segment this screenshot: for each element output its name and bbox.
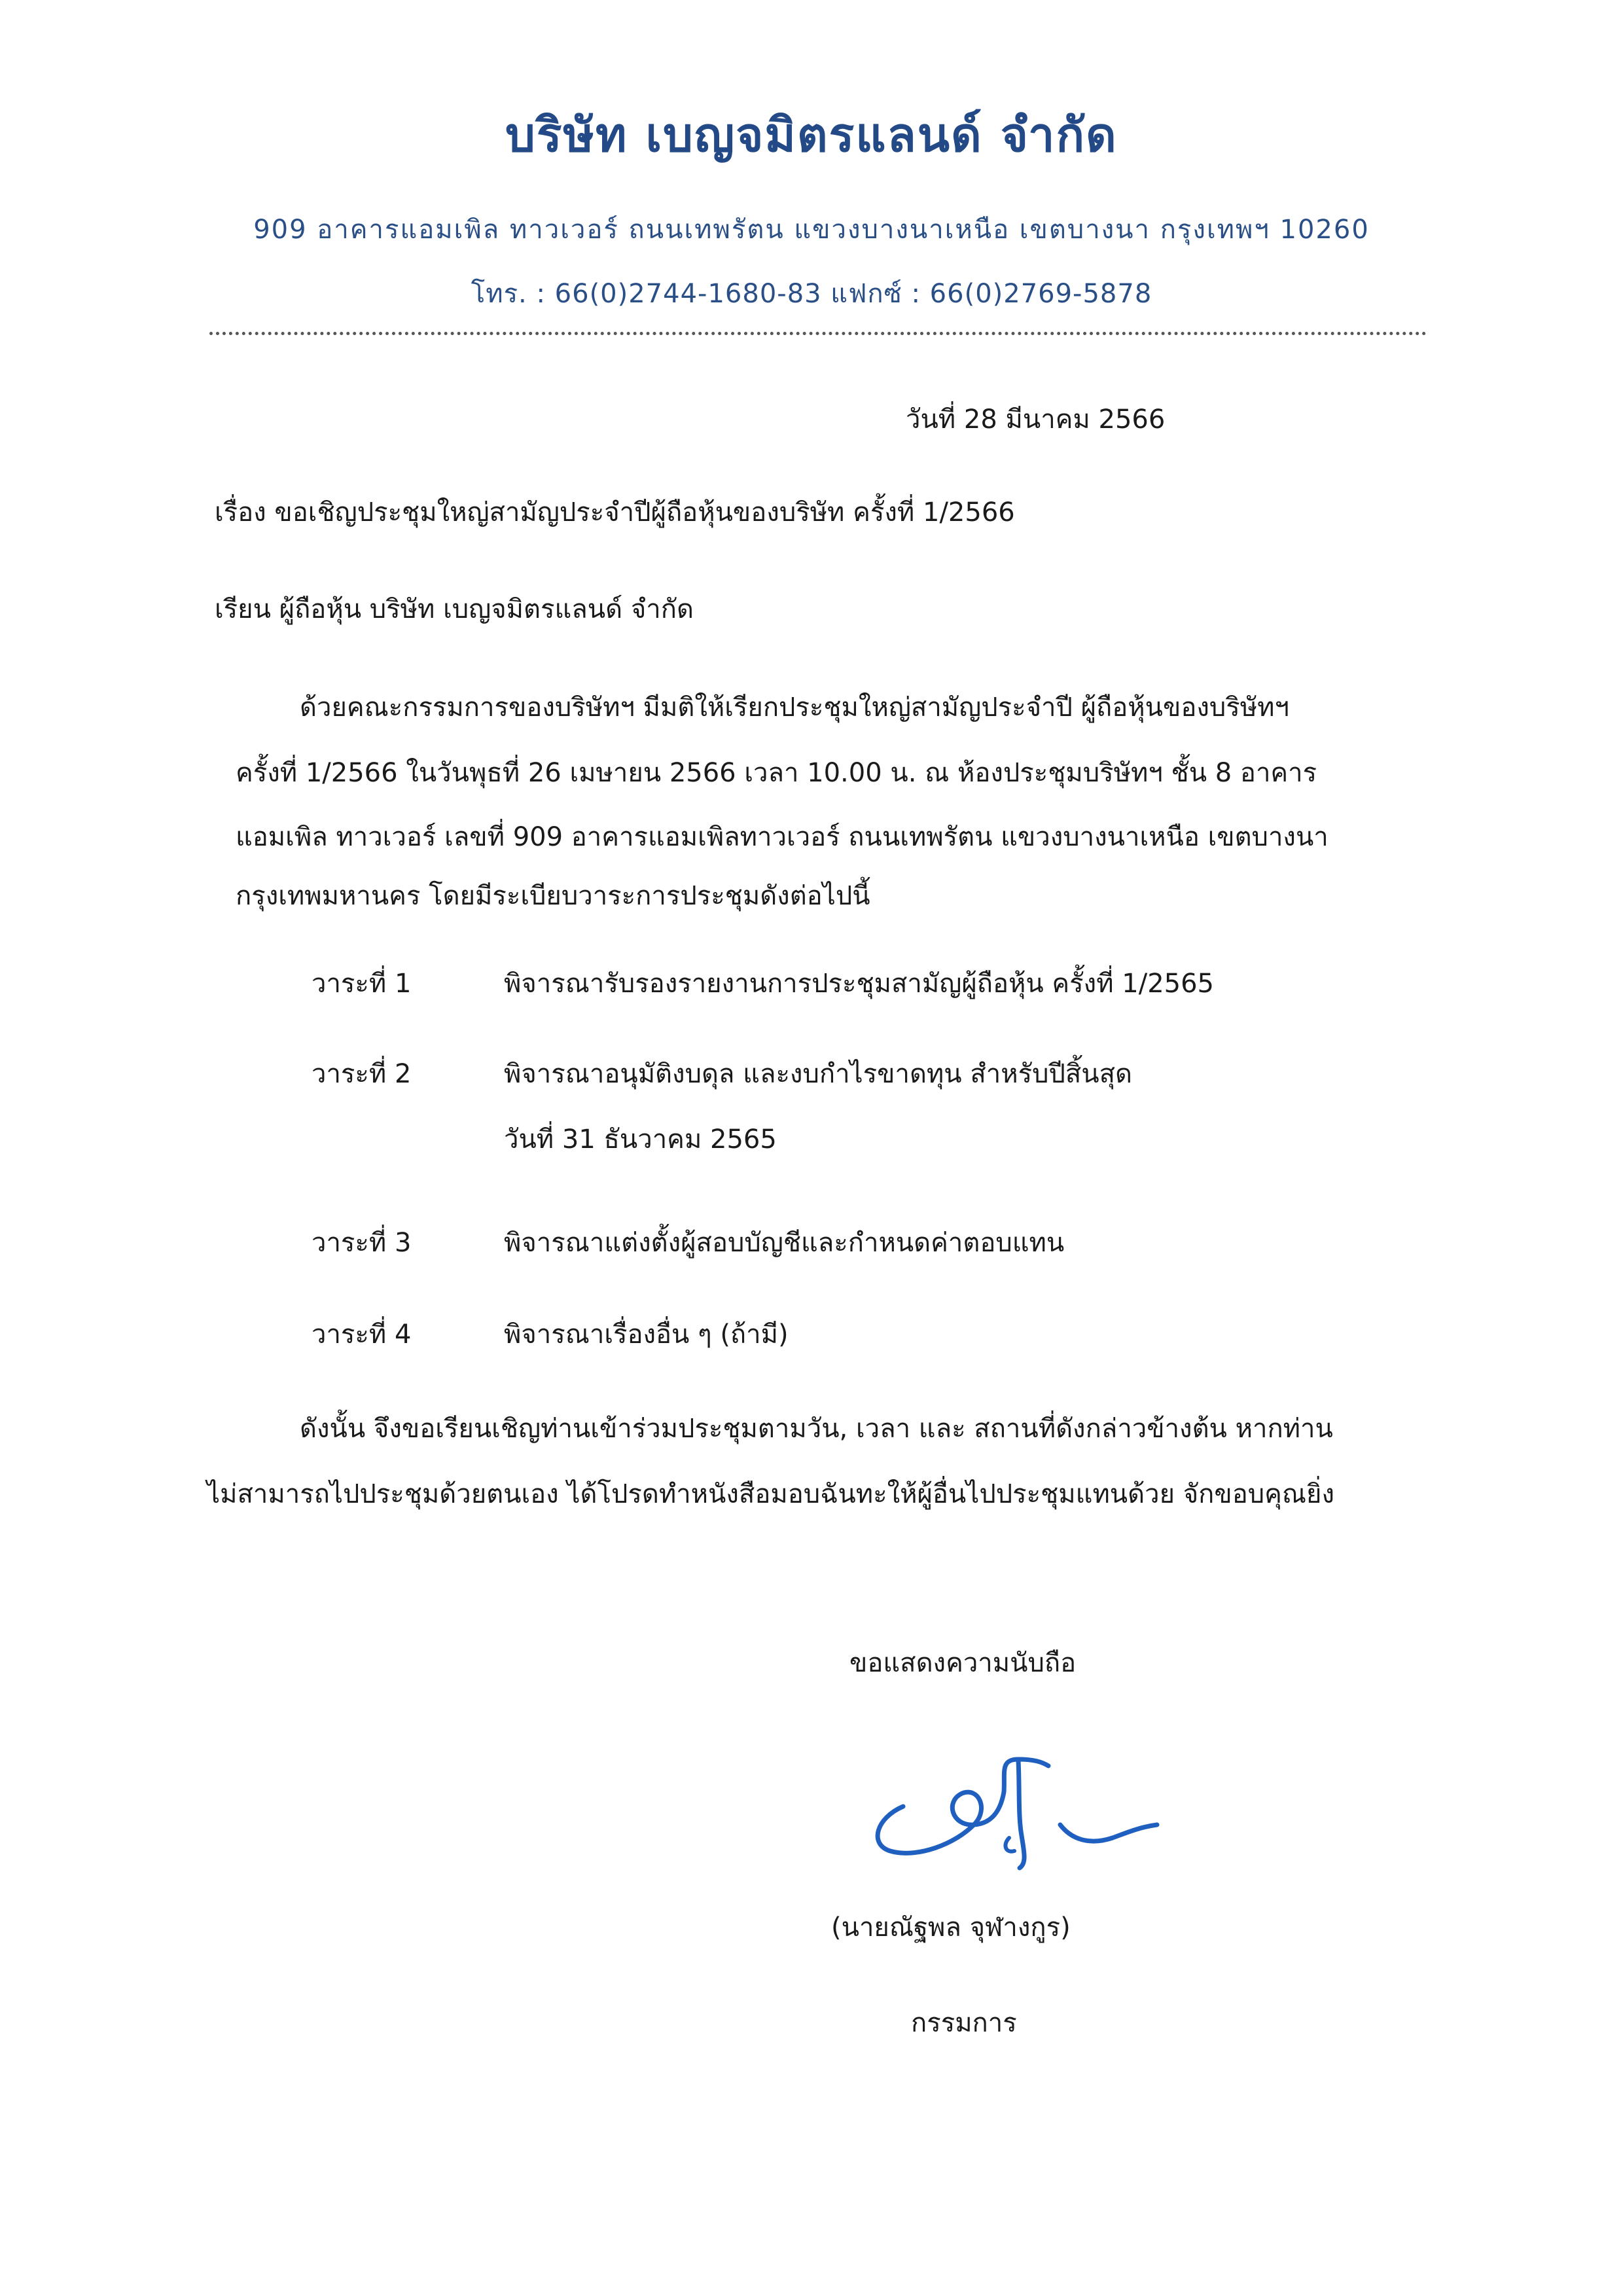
letter-subject: เรื่อง ขอเชิญประชุมใหญ่สามัญประจำปีผู้ถือหุ้นของบริษัท ครั้งที่ 1/2566 [215,497,1015,528]
company-name: บริษัท เบญจมิตรแลนด์ จำกัด [505,107,1118,162]
agenda-2-text: พิจารณาอนุมัติงบดุล และงบกำไรขาดทุน สำหรับปีสิ้นสุด [504,1059,1132,1089]
paragraph-1-line-1: ด้วยคณะกรรมการของบริษัทฯ มีมติให้เรียกประชุมใหญ่สามัญประจำปี ผู้ถือหุ้นของบริษัทฯ [300,692,1289,723]
company-address: 909 อาคารแอมเพิล ทาวเวอร์ ถนนเทพรัตน แขวงบางนาเหนือ เขตบางนา กรุงเทพฯ 10260 [253,215,1370,245]
paragraph-1-line-2: ครั้งที่ 1/2566 ในวันพุธที่ 26 เมษายน 2566 เวลา 10.00 น. ณ ห้องประชุมบริษัทฯ ชั้น 8 อาคาร [236,758,1317,788]
signature-stroke-mark [1005,1838,1014,1852]
agenda-4-text: พิจารณาเรื่องอื่น ๆ (ถ้ามี) [504,1319,789,1350]
signature-image [864,1746,1171,1871]
signer-name: (นายณัฐพล จุฬางกูร) [831,1912,1071,1943]
agenda-2-number: วาระที่ 2 [312,1059,412,1089]
closing-salutation: ขอแสดงความนับถือ [849,1648,1077,1678]
paragraph-2-line-1: ดังนั้น จึงขอเรียนเชิญท่านเข้าร่วมประชุมตามวัน, เวลา และ สถานที่ดังกล่าวข้างต้น หากท่าน [300,1414,1333,1444]
letterhead-divider [209,332,1427,335]
agenda-1-text: พิจารณารับรองรายงานการประชุมสามัญผู้ถือหุ้น ครั้งที่ 1/2565 [504,969,1214,999]
paragraph-1-line-3: แอมเพิล ทาวเวอร์ เลขที่ 909 อาคารแอมเพิลทาวเวอร์ ถนนเทพรัตน แขวงบางนาเหนือ เขตบางนา [236,822,1329,852]
agenda-2-text-continued: วันที่ 31 ธันวาคม 2565 [504,1124,777,1155]
letter-date: วันที่ 28 มีนาคม 2566 [906,404,1166,435]
company-phone-fax: โทร. : 66(0)2744-1680-83 แฟกซ์ : 66(0)2769-5878 [471,279,1152,309]
agenda-1-number: วาระที่ 1 [312,969,412,999]
signature-stroke-tail [1060,1825,1157,1841]
letter-recipient: เรียน ผู้ถือหุ้น บริษัท เบญจมิตรแลนด์ จำกัด [215,594,694,624]
agenda-3-number: วาระที่ 3 [312,1228,412,1258]
agenda-4-number: วาระที่ 4 [312,1319,412,1350]
agenda-3-text: พิจารณาแต่งตั้งผู้สอบบัญชีและกำหนดค่าตอบแทน [504,1228,1065,1258]
paragraph-1-line-4: กรุงเทพมหานคร โดยมีระเบียบวาระการประชุมดังต่อไปนี้ [236,881,870,911]
paragraph-2-line-2: ไม่สามารถไปประชุมด้วยตนเอง ได้โปรดทำหนังสือมอบฉันทะให้ผู้อื่นไปประชุมแทนด้วย จักขอบคุณยิ่ง [207,1479,1334,1509]
signature-stroke-main [878,1759,1048,1868]
signer-position: กรรมการ [911,2008,1017,2038]
